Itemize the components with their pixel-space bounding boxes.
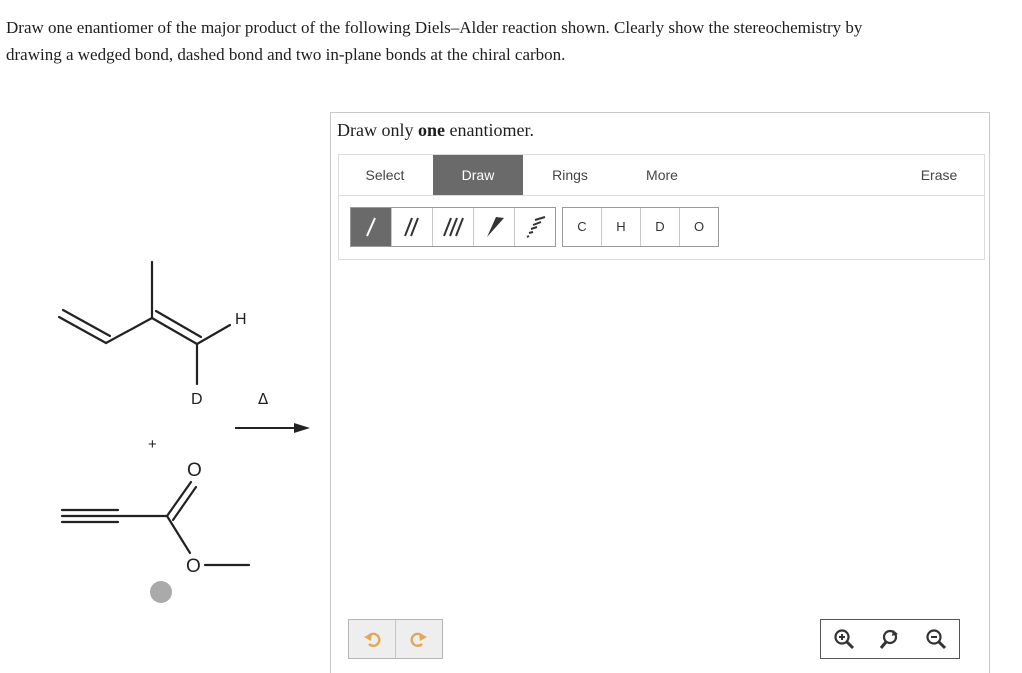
dienophile-structure: [62, 482, 249, 565]
undo-button[interactable]: [349, 620, 396, 658]
atom-label-d: D: [191, 391, 203, 408]
single-bond-tool[interactable]: [351, 208, 392, 246]
wedge-bond-icon: [483, 215, 505, 239]
bond-tool-group: [350, 207, 556, 247]
undo-icon: [362, 629, 382, 649]
tab-rings[interactable]: Rings: [552, 167, 588, 183]
double-bond-tool[interactable]: [392, 208, 433, 246]
zoom-in-button[interactable]: [821, 620, 867, 658]
erase-button[interactable]: Erase: [920, 167, 958, 183]
tab-divider: [339, 195, 984, 196]
tab-more[interactable]: More: [646, 167, 678, 183]
redo-icon: [409, 629, 429, 649]
atom-tool-group: [562, 207, 719, 247]
question-line-1: Draw one enantiomer of the major product of the following Diels–Alder reaction shown. Clearly show the stereochemistry by: [6, 18, 863, 37]
zoom-out-button[interactable]: [913, 620, 959, 658]
drawing-canvas[interactable]: [338, 259, 983, 609]
atom-button-c[interactable]: C: [563, 208, 602, 246]
editor-instruction: [337, 120, 534, 141]
zoom-in-icon: [833, 628, 855, 650]
history-controls: [348, 619, 443, 659]
instruction-emphasis: one: [417, 120, 445, 140]
triple-bond-icon: [442, 215, 464, 239]
tab-select[interactable]: Select: [365, 167, 405, 183]
editor-toolbar: [338, 154, 985, 260]
instruction-part-1: Draw only: [337, 120, 418, 140]
reaction-scheme: [0, 0, 330, 667]
zoom-out-icon: [925, 628, 947, 650]
tab-draw[interactable]: Draw: [433, 155, 523, 195]
reset-zoom-button[interactable]: [867, 620, 913, 658]
atom-button-o[interactable]: O: [693, 219, 705, 234]
wedge-bond-tool[interactable]: [474, 208, 515, 246]
atom-button-d[interactable]: D: [641, 208, 680, 246]
atom-label-h: H: [235, 311, 247, 328]
diene-structure: [59, 262, 230, 384]
plus-sign: +: [148, 436, 157, 453]
reset-zoom-icon: [879, 628, 901, 650]
instruction-part-2: enantiomer.: [444, 120, 534, 140]
single-bond-icon: [361, 215, 381, 239]
redo-button[interactable]: [396, 620, 442, 658]
hash-bond-tool[interactable]: [515, 208, 555, 246]
heat-symbol: Δ: [258, 390, 269, 408]
atom-button-h[interactable]: H: [602, 208, 641, 246]
triple-bond-tool[interactable]: [433, 208, 474, 246]
drawing-editor: [330, 112, 990, 673]
hash-bond-icon: [523, 214, 547, 240]
atom-label-carbonyl-o: O: [187, 460, 202, 481]
double-bond-icon: [402, 215, 422, 239]
zoom-controls: [820, 619, 960, 659]
reaction-arrow: [235, 423, 310, 433]
gray-dot: [150, 581, 172, 603]
question-line-2: drawing a wedged bond, dashed bond and two in-plane bonds at the chiral carbon.: [6, 45, 566, 64]
atom-label-ester-o: O: [186, 556, 201, 577]
